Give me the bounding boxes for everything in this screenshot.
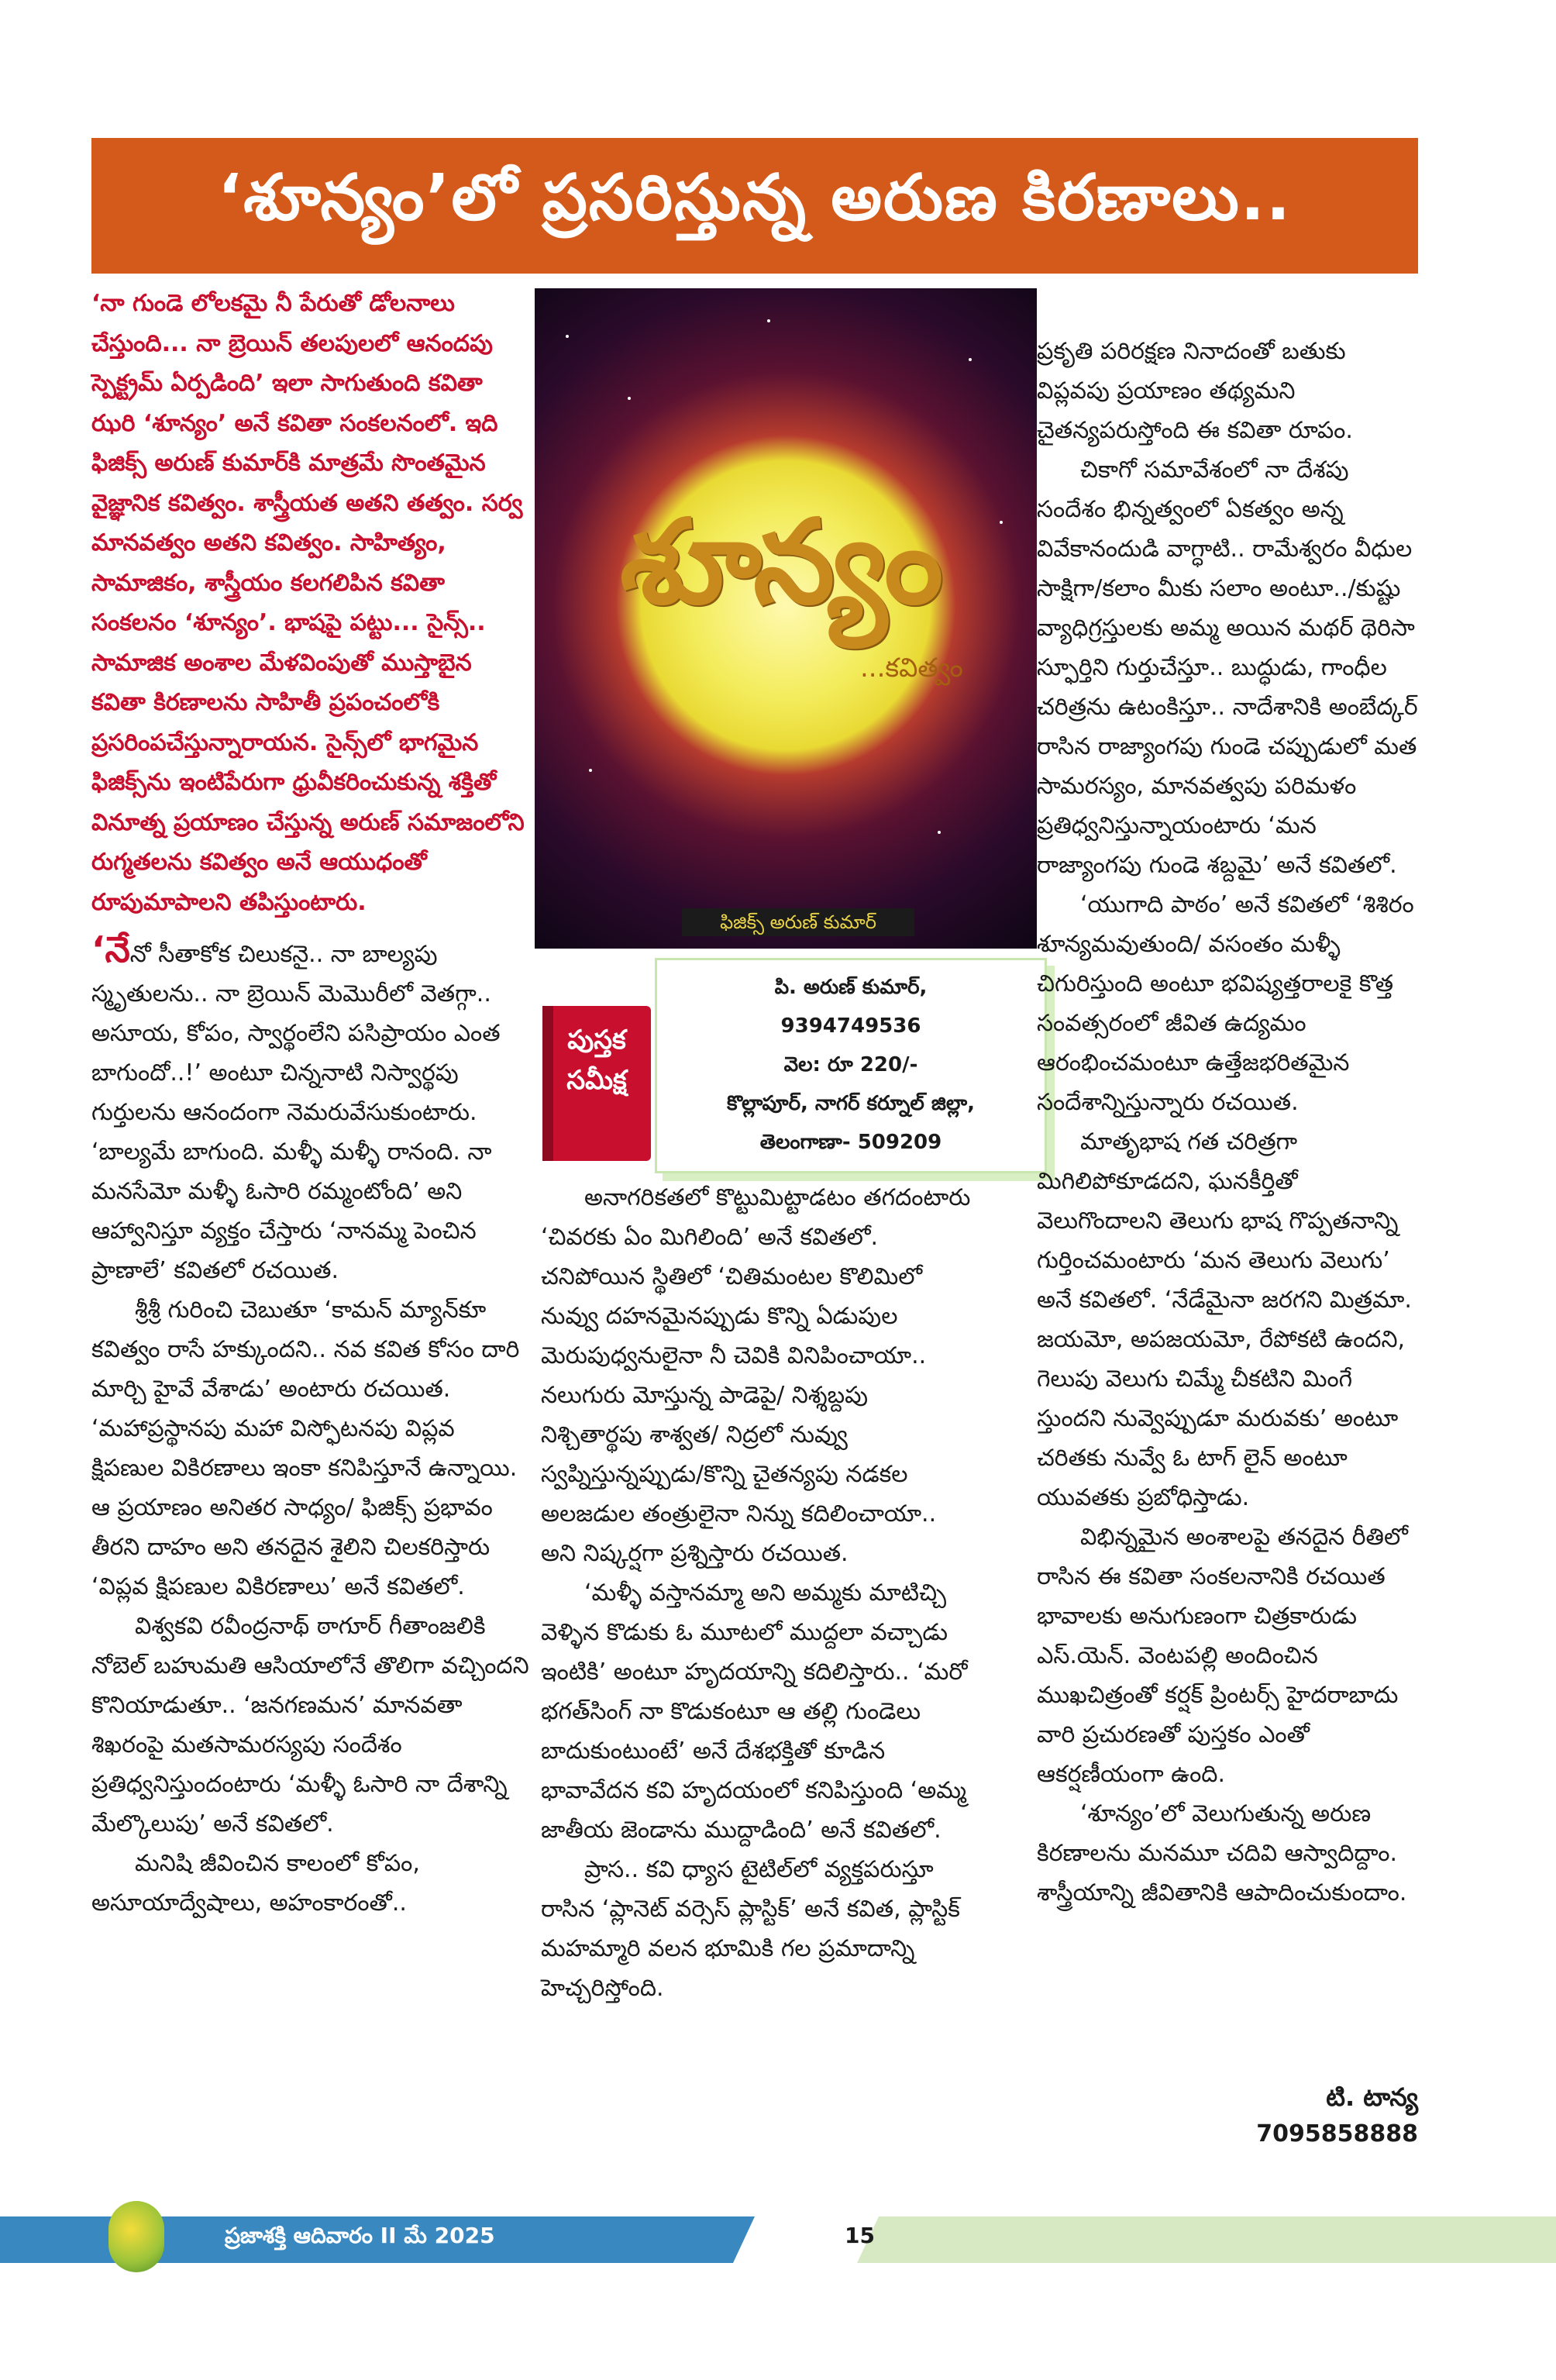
review-tag-line2: సమీక్ష — [566, 1065, 627, 1096]
col3-paragraph-3: ‘యుగాది పాఠం’ అనే కవితలో ‘శిశిరం శూన్యమవుతుంది/ వసంతం మళ్ళీ చిగురిస్తుంది అంటూ భవిష్యత్తరాలకై కొత్త సంవత్సరంలో జీవిత ఉద్యమం ఆరంభించమంటూ ఉత్తేజభరితమైన సందేశాన్నిస్తున్నారు రచయిత. — [1037, 891, 1414, 1116]
col1-paragraph-1 — [91, 930, 533, 1290]
col2-paragraph-3: ప్రాస.. కవి ధ్యాస టైటిల్‌లో వ్యక్తపరుస్తూ రాసిన ‘ప్లానెట్ వర్సెస్ ప్లాస్టిక్’ అనే కవిత, ప్లాస్టిక్ మహమ్మారి వలన భూమికి గల ప్రమాదాన్ని హెచ్చరిస్తోంది. — [541, 1856, 960, 2002]
headline-banner — [91, 138, 1418, 274]
cover-subtitle: ...కవిత్వం — [860, 653, 963, 684]
col3-paragraph-5: విభిన్నమైన అంశాలపై తనదైన రీతిలో రాసిన ఈ కవితా సంకలనానికి రచయిత భావాలకు అనుగుణంగా చిత్రకారుడు ఎస్.యెన్. వెంటపల్లి అందించిన ముఖచిత్రంతో కర్షక్ ప్రింటర్స్ హైదరాబాదు వారి ప్రచురణతో పుస్తకం ఎంతో ఆకర్షణీయంగా ఉంది. — [1037, 1524, 1408, 1788]
page-number: 15 — [845, 2223, 875, 2248]
info-author: పి. అరుణ్ కుమార్, — [774, 976, 928, 999]
col2-paragraph-1: అనాగరికతలో కొట్టుమిట్టాడటం తగదంటారు ‘చివరకు ఏం మిగిలింది’ అనే కవితలో. చనిపోయిన స్థితిలో ‘చితిమంటల కొలిమిలో నువ్వు దహనమైనప్పుడు కొన్ని ఏడుపుల మెరుపుధ్వనులైనా నీ చెవికి వినిపించాయా.. నలుగురు మోస్తున్న పాడెపై/ నిశ్శబ్దపు నిశ్చితార్థపు శాశ్వత/ నిద్రలో నువ్వు స్వప్నిస్తున్నప్పుడు/కొన్ని చైతన్యపు నడకల అలజడుల తంత్రులైనా నిన్ను కదిలించాయా.. అని నిష్కర్షగా ప్రశ్నిస్తారు రచయిత. — [541, 1184, 971, 1567]
lead-paragraph: ‘నా గుండె లోలకమై నీ పేరుతో డోలనాలు చేస్తుంది... నా బ్రెయిన్ తలపులలో ఆనందపు స్పెక్ట్రమ్ ఏర్పడింది’ ఇలా సాగుతుంది కవితా ఝరి ‘శూన్యం’ అనే కవితా సంకలనంలో. ఇది ఫిజిక్స్ అరుణ్ కుమార్‌కి మాత్రమే సొంతమైన వైజ్ఞానిక కవిత్వం. శాస్త్రీయత అతని తత్వం. సర్వ మానవత్వం అతని కవిత్వం. సాహిత్యం, సామాజికం, శాస్త్రీయం కలగలిపిన కవితా సంకలనం ‘శూన్యం’. భాషపై పట్టు... సైన్స్.. సామాజిక అంశాల మేళవింపుతో ముస్తాబైన కవితా కిరణాలను సాహితీ ప్రపంచంలోకి ప్రసరింపచేస్తున్నారాయన. సైన్స్‌లో భాగమైన ఫిజిక్స్‌ను ఇంటిపేరుగా ధ్రువీకరించుకున్న శక్తితో వినూత్న ప్రయాణం చేస్తున్న అరుణ్ సమాజంలోని రుగ్మతలను కవిత్వం అనే ఆయుధంతో రూపుమాపాలని తపిస్తుంటారు. — [91, 290, 525, 916]
col3-paragraph-4: మాతృభాష గత చరిత్రగా మిగిలిపోకూడదని, ఘనకీర్తితో వెలుగొందాలని తెలుగు భాష గొప్పతనాన్ని గుర్తించమంటారు ‘మన తెలుగు వెలుగు’ అనే కవితలో. ‘నేడేమైనా జరగని మిత్రమా. జయమో, అపజయమో, రేపోకటి ఉందని, గెలుపు వెలుగు చిమ్మే చీకటిని మింగే స్తుందని నువ్వెప్పుడూ మరువకు’ అంటూ చరితకు నువ్వే ఓ టాగ్ లైన్ అంటూ యువతకు ప్రబోధిస్తాడు. — [1037, 1128, 1412, 1511]
page-footer — [0, 2193, 1556, 2278]
cover-title: శూన్యం — [620, 494, 939, 630]
col1-paragraph-3: విశ్వకవి రవీంద్రనాథ్ ఠాగూర్ గీతాంజలికి నోబెల్ బహుమతి ఆసియాలోనే తొలిగా వచ్చిందని కొనియాడుతూ.. ‘జనగణమన’ మానవతా శిఖరంపై మతసామరస్యపు సందేశం ప్రతిధ్వనిస్తుందంటారు ‘మళ్ళీ ఓసారి నా దేశాన్ని మేల్కొలుపు’ అనే కవితలో. — [91, 1613, 529, 1838]
info-address: కొల్లాపూర్, నాగర్ కర్నూల్ జిల్లా, — [726, 1092, 976, 1115]
col1-paragraph-1-text: నో సీతాకోక చిలుకనై.. నా బాల్యపు స్మృతులను.. నా బ్రెయిన్ మెమొరీలో వెతగ్గా.. అసూయ, కోపం, స్వార్థంలేని పసిప్రాయం ఎంత బాగుందో..!’ అంటూ చిన్ననాటి నిస్వార్థపు గుర్తులను ఆనందంగా నెమరువేసుకుంటారు. ‘బాల్యమే బాగుంది. మళ్ళీ మళ్ళీ రానంది. నా మనసేమో మళ్ళీ ఓసారి రమ్మంటోంది’ అని ఆహ్వానిస్తూ వ్యక్తం చేస్తారు ‘నానమ్మ పెంచిన ప్రాణాలే’ కవితలో రచయిత. — [91, 941, 501, 1284]
reviewer-signature — [1240, 2077, 1418, 2151]
info-phone: 9394749536 — [780, 1014, 921, 1038]
reviewer-name: టి. టాన్య — [1326, 2082, 1418, 2112]
book-review-badge — [542, 1006, 651, 1161]
column-3 — [1037, 332, 1420, 1913]
footer-wave — [806, 2216, 1556, 2263]
info-price: వెల: రూ 220/- — [783, 1053, 918, 1076]
headline-title: ‘శూన్యం’లో ప్రసరిస్తున్న అరుణ కిరణాలు.. — [217, 161, 1293, 235]
col3-paragraph-2: చికాగో సమావేశంలో నా దేశపు సందేశం భిన్నత్వంలో ఏకత్వం అన్న వివేకానందుడి వాగ్ధాటి.. రామేశ్వరం వీధుల సాక్షిగా/కలాం మీకు సలాం అంటూ../కుష్టు వ్యాధిగ్రస్తులకు అమ్మ అయిన మథర్ థెరిసా స్ఫూర్తిని గుర్తుచేస్తూ.. బుద్ధుడు, గాంధీల చరిత్రను ఉటంకిస్తూ.. నాదేశానికి అంబేద్కర్ రాసిన రాజ్యాంగపు గుండె చప్పుడులో మత సామరస్యం, మానవత్వపు పరిమళం ప్రతిధ్వనిస్తున్నాయంటారు ‘మన రాజ్యాంగపు గుండె శబ్దమై’ అనే కవితలో. — [1037, 456, 1418, 879]
col2-paragraph-2: ‘మళ్ళీ వస్తానమ్మా అని అమ్మకు మాటిచ్చి వెళ్ళిన కొడుకు ఓ మూటలో ముద్దలా వచ్చాడు ఇంటికి’ అంటూ హృదయాన్ని కదిలిస్తారు.. ‘మరో భగత్‌సింగ్ నా కొడుకంటూ ఆ తల్లి గుండెలు బాదుకుంటుంటే’ అనే దేశభక్తితో కూడిన భావావేదన కవి హృదయంలో కనిపిస్తుంది ‘అమ్మ జాతీయ జెండాను ముద్దాడింది’ అనే కవితలో. — [541, 1579, 968, 1844]
column-2 — [541, 1178, 975, 2008]
col1-paragraph-4: మనిషి జీవించిన కాలంలో కోపం, అసూయాద్వేషాలు, అహంకారంతో.. — [91, 1850, 420, 1917]
review-tag-line1: పుస్తక — [567, 1025, 626, 1056]
book-cover-image — [535, 288, 1037, 949]
reviewer-phone: 7095858888 — [1256, 2120, 1418, 2148]
cover-author: ఫిజిక్స్ అరుణ్ కుమార్ — [682, 908, 914, 936]
dropcap: ‘నే — [91, 928, 130, 970]
col1-paragraph-2: శ్రీశ్రీ గురించి చెబుతూ ‘కామన్ మ్యాన్‌కూ కవిత్వం రాసే హక్కుందని.. నవ కవిత కోసం దారి మార్చి హైవే వేశాడు’ అంటారు రచయిత. ‘మహాప్రస్థానపు మహా విస్ఫోటనపు విప్లవ క్షిపణుల వికిరణాలు ఇంకా కనిపిస్తూనే ఉన్నాయి. ఆ ప్రయాణం అనితర సాధ్యం/ ఫిజిక్స్ ప్రభావం తీరని దాహం అని తనదైన శైలిని చిలకరిస్తారు ‘విప్లవ క్షిపణుల వికిరణాలు’ అనే కవితలో. — [91, 1297, 520, 1600]
publication-logo-icon — [108, 2201, 164, 2272]
book-info-box — [655, 958, 1047, 1173]
column-1 — [91, 284, 533, 1923]
col3-paragraph-6: ‘శూన్యం’లో వెలుగుతున్న అరుణ కిరణాలను మనమూ చదివి ఆస్వాదిద్దాం. శాస్త్రీయాన్ని జీవితానికి ఆపాదించుకుందాం. — [1037, 1800, 1407, 1906]
info-state: తెలంగాణా- 509209 — [759, 1131, 942, 1154]
footer-publication: ప్రజాశక్తి ఆదివారం II మే 2025 — [225, 2223, 495, 2248]
col3-paragraph-1: ప్రకృతి పరిరక్షణ నినాదంతో బతుకు విప్లవపు ప్రయాణం తథ్యమని చైతన్యపరుస్తోంది ఈ కవితా రూపం. — [1037, 338, 1353, 444]
